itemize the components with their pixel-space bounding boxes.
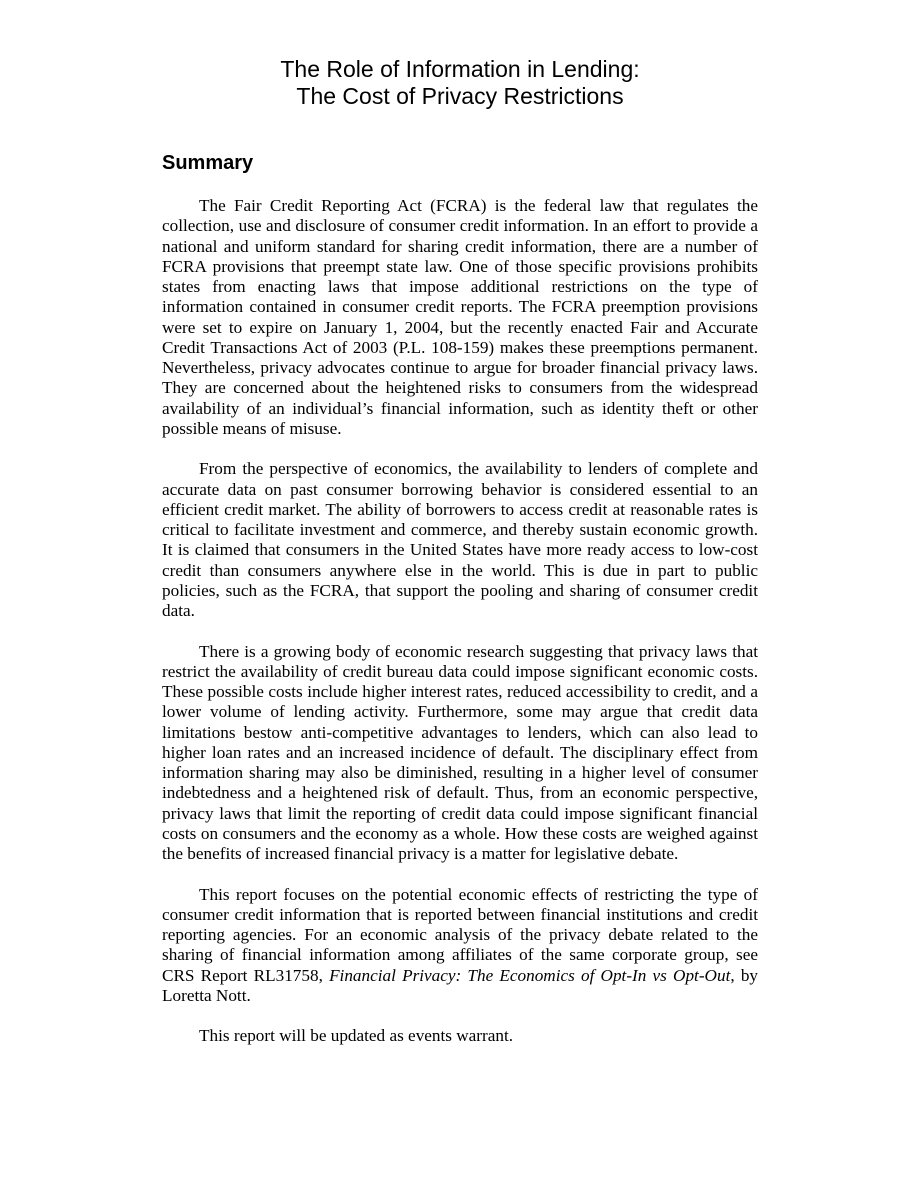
document-page <box>162 0 758 1067</box>
paragraph-5: This report will be updated as events warrant. <box>199 1026 514 1046</box>
report-title-italic: Financial Privacy: The Economics of Opt-In vs Opt-Out <box>329 965 731 985</box>
title-line-1: The Role of Information in Lending: <box>280 56 640 82</box>
summary-body <box>162 196 758 1047</box>
section-heading-summary: Summary <box>162 152 254 174</box>
document-title <box>162 0 758 110</box>
paragraph-1: The Fair Credit Reporting Act (FCRA) is the federal law that regulates the collection, use and disclosure of consumer credit information. In an effort to provide a national and uniform standard for sharing credit information, there are a number of FCRA provisions that preempt state law. One of those specific provisions prohibits states from enacting laws that impose additional restrictions on the type of information contained in consumer credit reports. The FCRA preemption provisions were set to expire on January 1, 2004, but the recently enacted Fair and Accurate Credit Transactions Act of 2003 (P.L. 108-159) makes these preemptions permanent. Nevertheless, privacy advocates continue to argue for broader financial privacy laws. They are concerned about the heightened risks to consumers from the widespread availability of an individual’s financial information, such as identity theft or other possible means of misuse. <box>162 196 758 438</box>
paragraph-4-text-before: This report focuses on the potential economic effects of restricting the type of consumer credit information that is reported between financial institutions and credit reporting agencies. For an economic analysis of the privacy debate related to the sharing of financial information among affiliates of the same corporate group, see CRS Report RL31758, <box>162 884 758 985</box>
paragraph-2: From the perspective of economics, the availability to lenders of complete and accurate data on past consumer borrowing behavior is considered essential to an efficient credit market. The ability of borrowers to access credit at reasonable rates is critical to facilitate investment and commerce, and thereby sustain economic growth. It is claimed that consumers in the United States have more ready access to low-cost credit than consumers anywhere else in the world. This is due in part to public policies, such as the FCRA, that support the pooling and sharing of consumer credit data. <box>162 459 758 620</box>
paragraph-3: There is a growing body of economic research suggesting that privacy laws that restrict the availability of credit bureau data could impose significant economic costs. These possible costs include higher interest rates, reduced accessibility to credit, and a lower volume of lending activity. Furthermore, some may argue that credit data limitations bestow anti-competitive advantages to lenders, which can also lead to higher loan rates and an increased incidence of default. The disciplinary effect from information sharing may also be diminished, resulting in a higher level of consumer indebtedness and a heightened risk of default. Thus, from an economic perspective, privacy laws that limit the reporting of credit data could impose significant financial costs on consumers and the economy as a whole. How these costs are weighed against the benefits of increased financial privacy is a matter for legislative debate. <box>162 641 758 863</box>
title-line-2: The Cost of Privacy Restrictions <box>296 83 624 109</box>
paragraph-4 <box>162 885 758 1007</box>
paragraph-4-text-after: , by Loretta Nott. <box>162 965 759 1005</box>
